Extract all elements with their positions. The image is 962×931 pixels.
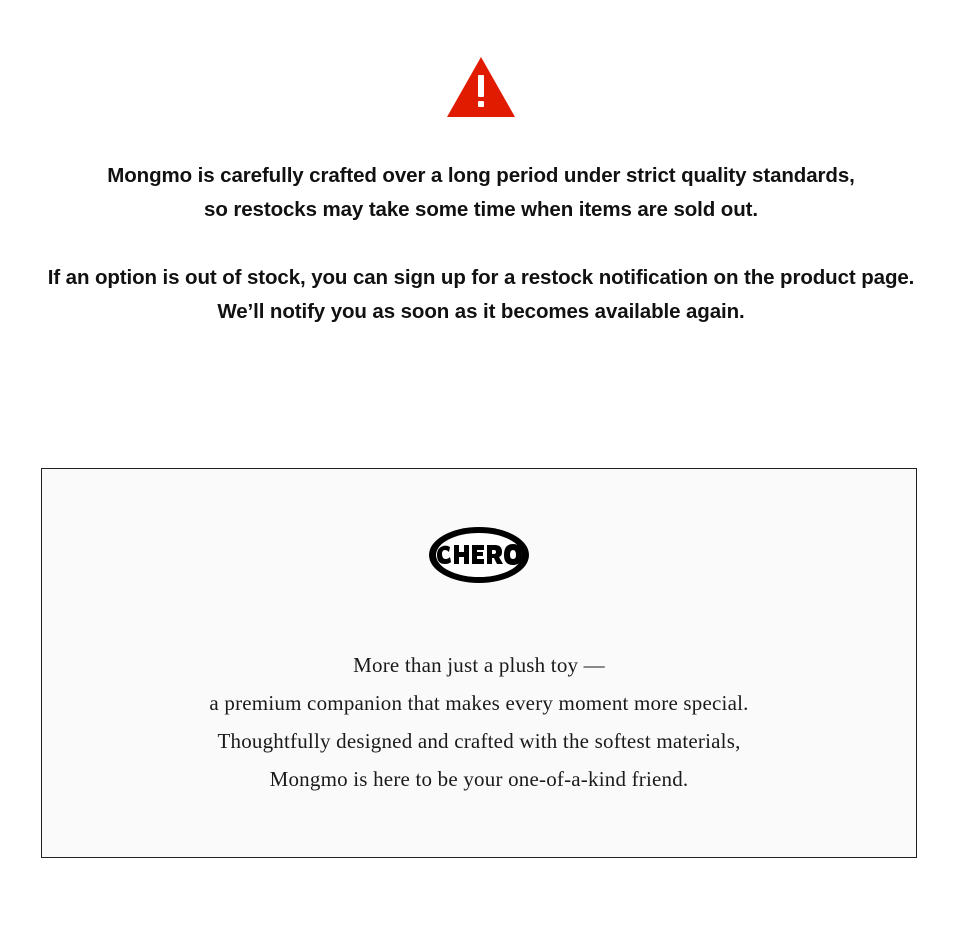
notice-paragraph-1 bbox=[0, 159, 962, 227]
notice-line: We’ll notify you as soon as it becomes available again. bbox=[217, 300, 745, 323]
brand-card bbox=[41, 468, 917, 858]
notice-line: Mongmo is carefully crafted over a long period under strict quality standards, bbox=[107, 164, 855, 187]
warning-icon-container bbox=[0, 0, 962, 119]
restock-notice bbox=[0, 159, 962, 329]
tagline-line: Thoughtfully designed and crafted with the softest materials, bbox=[217, 729, 741, 753]
tagline-line: More than just a plush toy — bbox=[353, 653, 605, 677]
notice-line: so restocks may take some time when items are sold out. bbox=[204, 198, 758, 221]
warning-triangle-icon bbox=[445, 55, 517, 119]
notice-line: If an option is out of stock, you can sign up for a restock notification on the product page. bbox=[47, 266, 915, 289]
cherop-logo bbox=[427, 524, 531, 586]
notice-paragraph-2 bbox=[0, 261, 962, 329]
tagline-line: Mongmo is here to be your one-of-a-kind friend. bbox=[269, 767, 689, 791]
brand-tagline bbox=[209, 646, 748, 798]
tagline-line: a premium companion that makes every moment more special. bbox=[209, 691, 749, 715]
cherop-logo-icon bbox=[427, 524, 531, 586]
